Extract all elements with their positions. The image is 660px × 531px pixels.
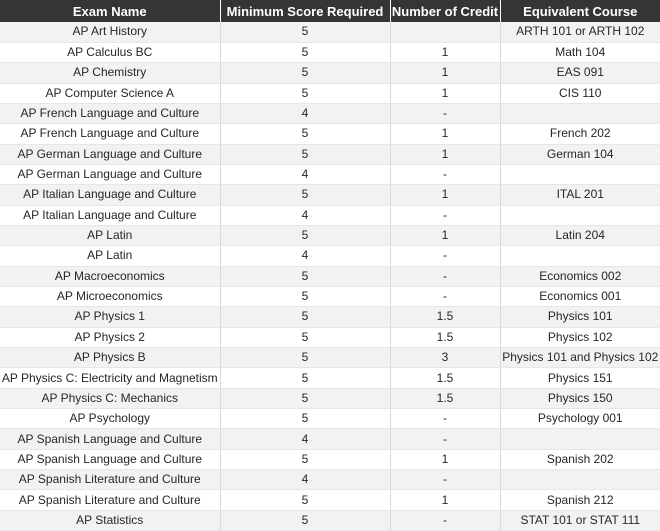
table-row [0, 490, 660, 510]
credit-cell [390, 22, 500, 42]
minimum-score-cell: 5 [220, 42, 390, 62]
credit-cell: 1 [390, 144, 500, 164]
exam-name-cell: AP Physics C: Mechanics [0, 388, 220, 408]
table-row [0, 368, 660, 388]
minimum-score-cell: 5 [220, 22, 390, 42]
equivalent-course-cell: Spanish 202 [500, 449, 660, 469]
equivalent-course-cell: Spanish 212 [500, 490, 660, 510]
credit-cell: 1.5 [390, 368, 500, 388]
exam-name-cell: AP Spanish Literature and Culture [0, 470, 220, 490]
credit-cell: 1 [390, 449, 500, 469]
credit-cell: 3 [390, 348, 500, 368]
credit-cell: - [390, 266, 500, 286]
equivalent-course-cell [500, 205, 660, 225]
exam-name-cell: AP Chemistry [0, 63, 220, 83]
equivalent-course-cell: German 104 [500, 144, 660, 164]
minimum-score-cell: 5 [220, 490, 390, 510]
minimum-score-cell: 5 [220, 510, 390, 530]
equivalent-course-cell: Psychology 001 [500, 409, 660, 429]
header-minimum-score: Minimum Score Required [220, 0, 390, 22]
exam-name-cell: AP French Language and Culture [0, 103, 220, 123]
credit-cell: 1.5 [390, 307, 500, 327]
table-row [0, 429, 660, 449]
exam-name-cell: AP Latin [0, 225, 220, 245]
table-row [0, 164, 660, 184]
table-row [0, 124, 660, 144]
minimum-score-cell: 5 [220, 124, 390, 144]
equivalent-course-cell [500, 470, 660, 490]
minimum-score-cell: 5 [220, 225, 390, 245]
minimum-score-cell: 5 [220, 409, 390, 429]
exam-name-cell: AP Macroeconomics [0, 266, 220, 286]
exam-name-cell: AP Physics 1 [0, 307, 220, 327]
table-row [0, 348, 660, 368]
credit-cell: - [390, 409, 500, 429]
credit-cell: 1 [390, 42, 500, 62]
equivalent-course-cell: ITAL 201 [500, 185, 660, 205]
credit-cell: 1 [390, 83, 500, 103]
exam-name-cell: AP Physics 2 [0, 327, 220, 347]
header-exam-name: Exam Name [0, 0, 220, 22]
header-row [0, 0, 660, 22]
table-row [0, 205, 660, 225]
table-row [0, 103, 660, 123]
equivalent-course-cell: ARTH 101 or ARTH 102 [500, 22, 660, 42]
equivalent-course-cell: Physics 101 [500, 307, 660, 327]
equivalent-course-cell: Economics 001 [500, 286, 660, 306]
table-row [0, 286, 660, 306]
minimum-score-cell: 5 [220, 368, 390, 388]
header-equivalent-course: Equivalent Course [523, 3, 638, 19]
table-body [0, 22, 660, 531]
equivalent-course-cell: Physics 150 [500, 388, 660, 408]
table-row [0, 510, 660, 530]
credit-cell: - [390, 164, 500, 184]
equivalent-course-cell [500, 164, 660, 184]
table-row [0, 63, 660, 83]
minimum-score-cell: 5 [220, 83, 390, 103]
minimum-score-cell: 5 [220, 327, 390, 347]
table-row [0, 409, 660, 429]
equivalent-course-cell [500, 246, 660, 266]
minimum-score-cell: 5 [220, 348, 390, 368]
equivalent-course-cell: EAS 091 [500, 63, 660, 83]
table-row [0, 225, 660, 245]
credit-cell: - [390, 205, 500, 225]
equivalent-course-cell: CIS 110 [500, 83, 660, 103]
credit-cell: - [390, 429, 500, 449]
exam-name-cell: AP Italian Language and Culture [0, 185, 220, 205]
table-row [0, 470, 660, 490]
table-row [0, 22, 660, 42]
exam-name-cell: AP Computer Science A [0, 83, 220, 103]
exam-name-cell: AP Psychology [0, 409, 220, 429]
table-row [0, 185, 660, 205]
exam-name-cell: AP German Language and Culture [0, 144, 220, 164]
credit-cell: - [390, 510, 500, 530]
equivalent-course-cell: Physics 151 [500, 368, 660, 388]
table-row [0, 83, 660, 103]
minimum-score-cell: 4 [220, 164, 390, 184]
table-row [0, 327, 660, 347]
table-row [0, 246, 660, 266]
credit-cell: - [390, 470, 500, 490]
exam-name-cell: AP Spanish Literature and Culture [0, 490, 220, 510]
table-row [0, 388, 660, 408]
equivalent-course-cell: Physics 102 [500, 327, 660, 347]
minimum-score-cell: 5 [220, 449, 390, 469]
minimum-score-cell: 4 [220, 470, 390, 490]
exam-name-cell: AP Italian Language and Culture [0, 205, 220, 225]
equivalent-course-cell: French 202 [500, 124, 660, 144]
table-header [0, 0, 660, 22]
minimum-score-cell: 5 [220, 185, 390, 205]
credit-cell: - [390, 286, 500, 306]
exam-name-cell: AP Spanish Language and Culture [0, 429, 220, 449]
equivalent-course-cell [500, 429, 660, 449]
exam-name-cell: AP Microeconomics [0, 286, 220, 306]
exam-name-cell: AP Calculus BC [0, 42, 220, 62]
equivalent-course-cell: Math 104 [500, 42, 660, 62]
minimum-score-cell: 5 [220, 286, 390, 306]
exam-name-cell: AP French Language and Culture [0, 124, 220, 144]
minimum-score-cell: 5 [220, 266, 390, 286]
exam-name-cell: AP Statistics [0, 510, 220, 530]
exam-name-cell: AP Latin [0, 246, 220, 266]
exam-name-cell: AP Physics C: Electricity and Magnetism [0, 368, 220, 388]
minimum-score-cell: 5 [220, 144, 390, 164]
header-number-of-credit: Number of Credit [390, 0, 500, 22]
exam-name-cell: AP Spanish Language and Culture [0, 449, 220, 469]
credit-cell: 1 [390, 490, 500, 510]
credit-cell: 1.5 [390, 327, 500, 347]
credit-cell: - [390, 246, 500, 266]
credit-cell: 1 [390, 185, 500, 205]
table-row [0, 42, 660, 62]
credit-cell: 1 [390, 225, 500, 245]
table-row [0, 307, 660, 327]
minimum-score-cell: 4 [220, 205, 390, 225]
equivalent-course-cell: Physics 101 and Physics 102 [500, 348, 660, 368]
exam-name-cell: AP Art History [0, 22, 220, 42]
table-row [0, 144, 660, 164]
credit-cell: 1.5 [390, 388, 500, 408]
credit-cell: - [390, 103, 500, 123]
exam-name-cell: AP German Language and Culture [0, 164, 220, 184]
minimum-score-cell: 5 [220, 63, 390, 83]
table-row [0, 449, 660, 469]
minimum-score-cell: 5 [220, 307, 390, 327]
minimum-score-cell: 4 [220, 429, 390, 449]
credit-cell: 1 [390, 124, 500, 144]
equivalent-course-cell: Latin 204 [500, 225, 660, 245]
equivalent-course-cell [500, 103, 660, 123]
exam-name-cell: AP Physics B [0, 348, 220, 368]
minimum-score-cell: 4 [220, 246, 390, 266]
equivalent-course-cell: Economics 002 [500, 266, 660, 286]
minimum-score-cell: 4 [220, 103, 390, 123]
minimum-score-cell: 5 [220, 388, 390, 408]
credit-cell: 1 [390, 63, 500, 83]
equivalent-course-cell: STAT 101 or STAT 111 [500, 510, 660, 530]
table-row [0, 266, 660, 286]
